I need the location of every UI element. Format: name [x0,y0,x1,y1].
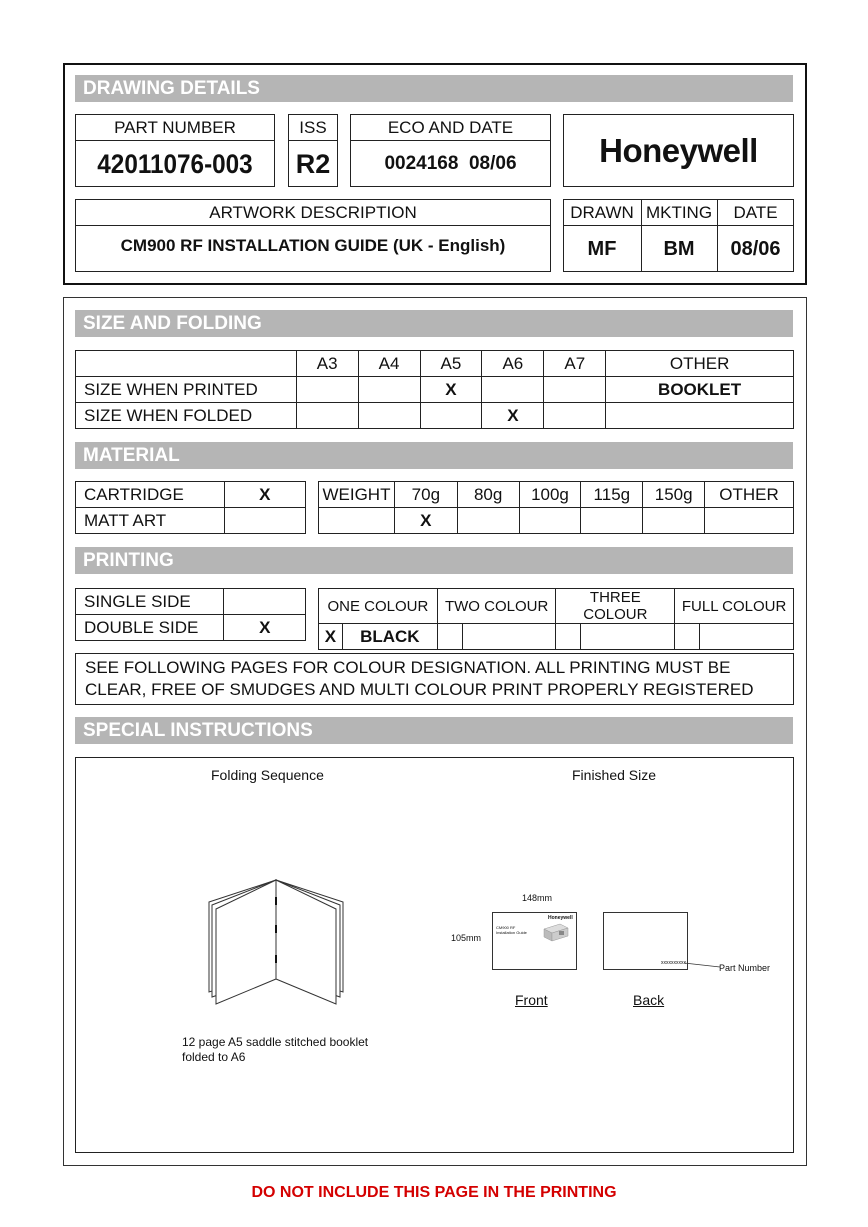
drawn-value: MF [587,237,617,260]
one-colour-mark: X [319,624,343,650]
size-printed-label: SIZE WHEN PRINTED [76,377,297,403]
single-side-label: SINGLE SIDE [76,589,224,615]
honeywell-logo: Honeywell [599,131,758,169]
table-row [76,403,794,429]
size-cell [296,403,358,429]
table-row [76,508,306,534]
front-label: Front [515,992,548,1008]
matt-art-mark [224,508,305,534]
size-cell: BOOKLET [606,377,794,403]
weight-other: OTHER [705,482,794,508]
eco-value: 0024168 08/06 [384,153,517,174]
part-number-label: PART NUMBER [114,117,236,137]
drawn-label: DRAWN [570,202,634,222]
size-col-a4: A4 [358,351,420,377]
mkting-label: MKTING [645,202,713,222]
printing-colour-table [318,588,794,650]
weight-mark [457,508,519,534]
date-label: DATE [733,202,778,222]
printing-side-table [75,588,306,641]
thermostat-icon [540,921,572,943]
matt-art-label: MATT ART [76,508,225,534]
size-cell [420,403,482,429]
size-col-a5: A5 [420,351,482,377]
material-weight-table [318,481,794,534]
size-col-a7: A7 [544,351,606,377]
booklet-illustration [200,875,350,1025]
size-header-row [76,351,794,377]
height-dimension: 105mm [451,933,482,943]
one-colour-header: ONE COLOUR [319,589,438,624]
size-cell [296,377,358,403]
mini-title-line1: CM900 RF [496,925,516,930]
booklet-caption-line1: 12 page A5 saddle stitched booklet [182,1035,369,1049]
table-row [76,589,306,615]
table-row [76,482,306,508]
size-folding-table [75,350,794,429]
size-cell: X [420,377,482,403]
weight-70g: 70g [394,482,457,508]
drawing-details-heading: DRAWING DETAILS [75,75,793,102]
special-instructions-heading: SPECIAL INSTRUCTIONS [75,717,793,744]
colour-note-line2: CLEAR, FREE OF SMUDGES AND MULTI COLOUR PRINT PROPERLY REGISTERED [85,680,754,699]
part-number-value: 42011076-003 [97,148,253,179]
size-cell [482,377,544,403]
weight-mark [519,508,581,534]
double-side-mark: X [224,615,306,641]
table-row [76,377,794,403]
size-col-a6: A6 [482,351,544,377]
size-cell [606,403,794,429]
back-label: Back [633,992,665,1008]
cartridge-mark: X [224,482,305,508]
two-colour-header: TWO COLOUR [437,589,556,624]
part-number-callout: Part Number [719,963,771,973]
single-side-mark [224,589,306,615]
mini-logo: Honeywell [548,915,573,921]
size-folding-heading: SIZE AND FOLDING [75,310,793,337]
weight-150g: 150g [643,482,705,508]
booklet-caption-line2: folded to A6 [182,1050,246,1064]
weight-115g: 115g [581,482,643,508]
weight-mark [643,508,705,534]
size-cell [544,403,606,429]
size-col-other: OTHER [606,351,794,377]
folding-sequence-title: Folding Sequence [211,767,324,783]
table-row [319,624,794,650]
colour-note-line1: SEE FOLLOWING PAGES FOR COLOUR DESIGNATION. ALL PRINTING MUST BE [85,658,731,677]
iss-value: R2 [295,148,331,179]
table-row [319,508,794,534]
weight-100g: 100g [519,482,581,508]
weight-mark: X [394,508,457,534]
weight-label: WEIGHT [319,482,395,508]
table-row [319,482,794,508]
date-value: 08/06 [730,237,781,260]
double-side-label: DOUBLE SIDE [76,615,224,641]
do-not-print-warning: DO NOT INCLUDE THIS PAGE IN THE PRINTING [251,1184,617,1201]
size-cell [358,403,420,429]
width-dimension: 148mm [522,893,553,903]
part-number-leader [682,960,722,972]
weight-mark [705,508,794,534]
back-code: xxxxxxxxxx [661,960,686,966]
material-type-table [75,481,306,534]
size-cell: X [482,403,544,429]
iss-label: ISS [299,117,327,137]
printing-heading: PRINTING [75,547,793,574]
size-col-a3: A3 [296,351,358,377]
size-cell [358,377,420,403]
artwork-label: ARTWORK DESCRIPTION [209,202,417,222]
table-row [319,589,794,624]
cartridge-label: CARTRIDGE [76,482,225,508]
weight-mark [581,508,643,534]
material-heading: MATERIAL [75,442,793,469]
full-colour-header: FULL COLOUR [675,589,794,624]
eco-label: ECO AND DATE [387,117,514,137]
size-folded-label: SIZE WHEN FOLDED [76,403,297,429]
weight-80g: 80g [457,482,519,508]
table-row [76,615,306,641]
mkting-value: BM [663,237,695,260]
size-cell [544,377,606,403]
three-colour-header: THREE COLOUR [556,589,675,624]
artwork-value: CM900 RF INSTALLATION GUIDE (UK - English) [120,236,506,255]
one-colour-value: BLACK [342,624,437,650]
finished-size-title: Finished Size [572,767,657,783]
mini-title-line2: Installation Guide [496,930,527,935]
